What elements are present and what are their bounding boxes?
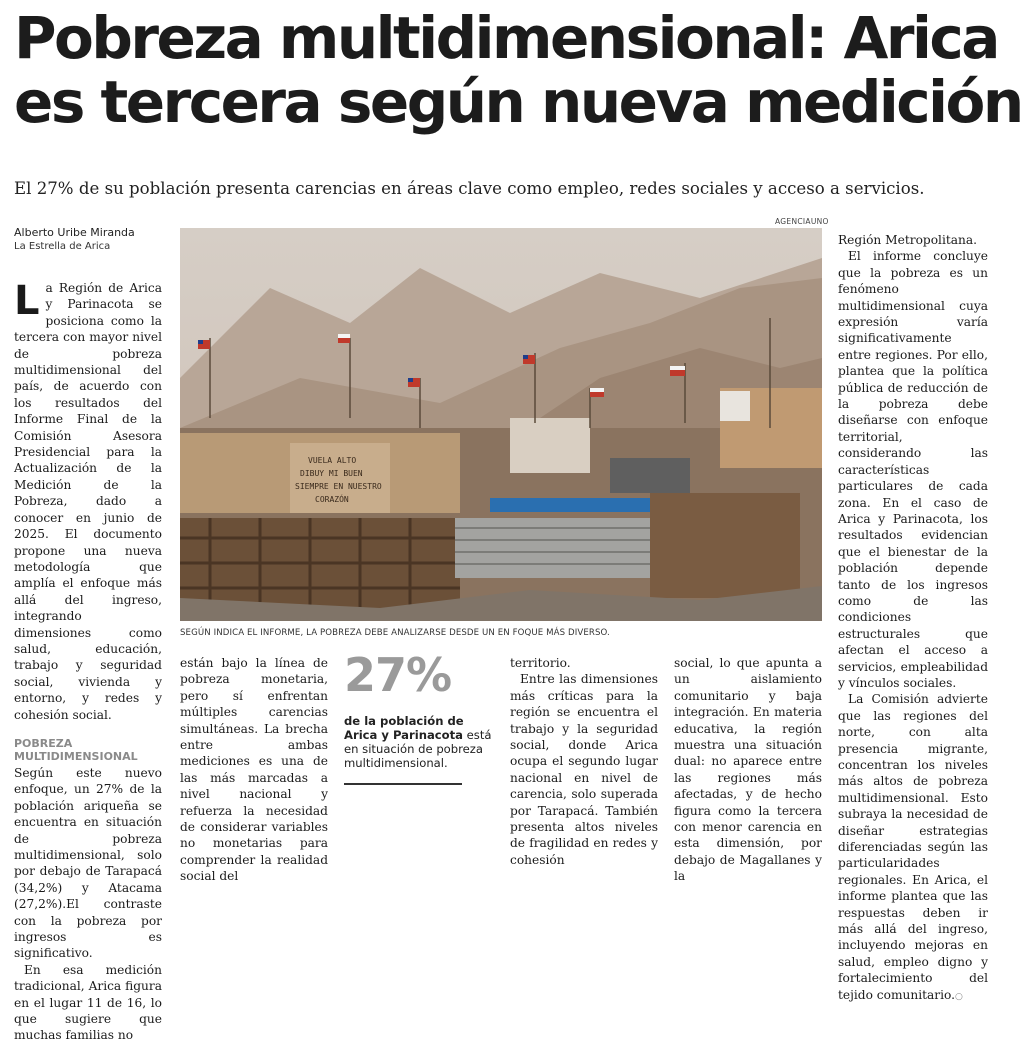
column-4 xyxy=(674,655,822,884)
article-photo xyxy=(180,228,822,621)
svg-text:VUELA ALTO: VUELA ALTO xyxy=(308,456,357,465)
paragraph-text: La Comisión advierte que las regiones del norte, con alta presencia migrante, concentran los niveles más altos de pobreza multidimensional. Esto subraya la necesidad de diseñar estrategias diferenciadas según las particularidades regionales. En Arica, el informe plantea que las respuestas deben ir más allá del ingreso, incluyendo mejoras en salud, empleo digno y fortalecimiento del tejido comunitario. xyxy=(838,692,988,1002)
paragraph: Según este nuevo enfoque, un 27% de la población ariqueña se encuentra en situación de pobreza multidimensional, solo por debajo de Tarapacá (34,2%) y Atacama (27,2%).El contraste con la pobreza por ingresos es significativo. xyxy=(14,765,162,961)
paragraph: Entre las dimensiones más críticas para la región se encuentra el trabajo y la seguridad social, donde Arica ocupa el segundo lugar nacional en nivel de carencia, solo superada por Tarapacá. También presenta altos niveles de fragilidad en redes y cohesión xyxy=(510,672,658,867)
paragraph: están bajo la línea de pobreza monetaria, pero sí enfrentan múltiples carencias simultáneas. La brecha entre ambas mediciones es una de las más marcadas a nivel nacional y refuerza la necesidad de considerar variables no monetarias para comprender la realidad social del xyxy=(180,656,328,884)
callout-number: 27% xyxy=(344,648,452,702)
end-mark-icon: ○ xyxy=(955,991,963,1002)
photo-caption: SEGÚN INDICA EL INFORME, LA POBREZA DEBE ANALIZARSE DESDE UN EN FOQUE MÁS DIVERSO. xyxy=(180,628,610,638)
paragraph: En esa medición tradicional, Arica figura en el lugar 11 de 16, lo que sugiere que muchas familias no xyxy=(14,962,162,1043)
headline-line-1: Pobreza multidimensional: Arica xyxy=(14,4,998,72)
svg-text:DIBUY MI BUEN: DIBUY MI BUEN xyxy=(300,469,363,478)
callout-rest-text: está en situación de pobreza multidimensional. xyxy=(344,728,492,770)
column-5 xyxy=(838,232,988,1002)
column-3 xyxy=(510,655,658,867)
photo-credit: AGENCIAUNO xyxy=(775,217,829,226)
paragraph: social, lo que apunta a un aislamiento comunitario y baja integración. En materia educativa, la región muestra una situación dual: no aparece entre las regiones más afectadas, y de hecho figura como la tercera con menor carencia en esta dimensión, por debajo de Magallanes y la xyxy=(674,656,822,884)
headline-line-2: es tercera según nueva medición xyxy=(14,68,1022,136)
paragraph: Región Metropolitana. xyxy=(838,233,977,247)
byline-author: Alberto Uribe Miranda xyxy=(14,226,135,239)
drop-cap: L xyxy=(14,278,40,324)
callout-bold-text: de la población de Arica y Parinacota xyxy=(344,714,464,742)
paragraph: El informe concluye que la pobreza es un fenómeno multidimensional cuya expresión varía significativamente entre regiones. Por ello, plantea que la política pública de reducción de la pobreza debe diseñarse con enfoque territorial, considerando las características particulares de cada zona. En el caso de Arica y Parinacota, los resultados evidencian que el bienestar de la población depende tanto de los ingresos como de las condiciones estructurales que afectan el acceso a servicios, empleabilidad y vínculos sociales. xyxy=(838,249,988,690)
callout-text xyxy=(344,714,494,770)
settlement-photo-illustration xyxy=(180,228,822,621)
section-heading: POBREZA MULTIDIMENSIONAL xyxy=(14,736,138,763)
byline-outlet: La Estrella de Arica xyxy=(14,241,111,252)
byline xyxy=(14,226,135,254)
lead-paragraph-text: a Región de Arica y Parinacota se posiciona como la tercera con mayor nivel de pobreza multidimensional del país, de acuerdo con los resultados del Informe Final de la Comisión Asesora Presidencial para la Actualización de la Medición de la Pobreza, dado a conocer en junio de 2025. El documento propone una nueva metodología que amplía el enfoque más allá del ingreso, integrando dimensiones como salud, educación, trabajo y seguridad social, vivienda y entorno, y redes y cohesión social. xyxy=(14,281,162,722)
callout-rule xyxy=(344,783,462,785)
lead-paragraph xyxy=(14,280,162,723)
paragraph xyxy=(838,691,988,1005)
svg-text:SIEMPRE EN NUESTRO: SIEMPRE EN NUESTRO xyxy=(295,482,382,491)
headline xyxy=(14,4,1022,136)
subheadline: El 27% de su población presenta carencias en áreas clave como empleo, redes sociales y acceso a servicios. xyxy=(14,179,925,198)
column-1 xyxy=(14,278,162,1043)
paragraph: territorio. xyxy=(510,656,571,670)
column-2 xyxy=(180,655,328,884)
svg-text:CORAZÓN: CORAZÓN xyxy=(315,495,349,504)
